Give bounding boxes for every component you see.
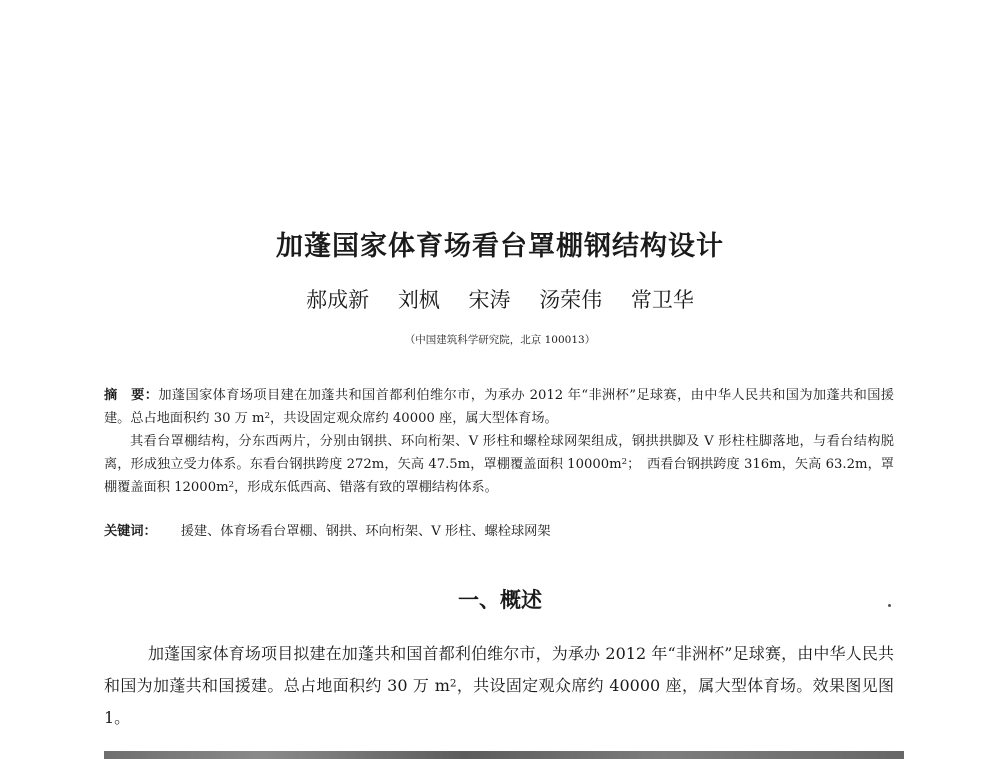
author-name: 郝成新 [306, 288, 370, 312]
author-name: 刘枫 [397, 288, 440, 312]
abstract-text: 加蓬国家体育场项目建在加蓬共和国首都利伯维尔市，为承办 2012 年“非洲杯”足球赛，由中华人民共和国为加蓬共和国援建。总占地面积约 30 万 m [104, 388, 894, 426]
superscript: 2 [621, 457, 628, 468]
keywords-label: 关键词： [104, 524, 157, 539]
author-name: 汤荣伟 [539, 288, 603, 312]
author-name: 常卫华 [630, 288, 694, 312]
paper-title: 加蓬国家体育场看台罩棚钢结构设计 [276, 231, 724, 262]
keywords-text: 援建、体育场看台罩棚、钢拱、环向桁架、V 形柱、螺栓球网架 [180, 524, 551, 539]
section-body [104, 638, 894, 734]
scan-speck [888, 604, 891, 607]
abstract-text: ； 西看台钢拱跨度 316m，矢高 63.2m，罩棚覆盖面积 12000m [104, 457, 894, 495]
section-heading: 一、概述 [458, 588, 542, 612]
superscript: 2 [449, 677, 457, 690]
abstract-paragraph [104, 430, 894, 499]
keywords [104, 520, 894, 539]
body-text: ，共设固定观众席约 40000 座，属大型体育场。效果图见图 1。 [104, 676, 894, 727]
figure-image-top-edge [104, 751, 904, 759]
author-list [0, 284, 1000, 314]
abstract [104, 384, 894, 499]
abstract-paragraph [104, 384, 894, 430]
abstract-text: 其看台罩棚结构，分东西两片，分别由钢拱、环向桁架、V 形柱和螺栓球网架组成，钢拱拱脚及 V 形柱柱脚落地，与看台结构脱离，形成独立受力体系。东看台钢拱跨度 272m，矢高 47.5m，罩棚覆盖面积 10000m [104, 434, 894, 472]
abstract-label: 摘 要： [104, 388, 159, 403]
affiliation: （中国建筑科学研究院，北京 100013） [404, 334, 596, 346]
body-paragraph [104, 638, 894, 734]
author-name: 宋涛 [468, 288, 511, 312]
abstract-text: ，形成东低西高、错落有致的罩棚结构体系。 [234, 480, 498, 495]
superscript: 2 [264, 411, 271, 422]
abstract-text: ，共设固定观众席约 40000 座，属大型体育场。 [270, 411, 558, 426]
superscript: 2 [228, 480, 235, 491]
body-text: 加蓬国家体育场项目拟建在加蓬共和国首都利伯维尔市，为承办 2012 年“非洲杯”足球赛，由中华人民共和国为加蓬共和国援建。总占地面积约 30 万 m [104, 644, 894, 695]
